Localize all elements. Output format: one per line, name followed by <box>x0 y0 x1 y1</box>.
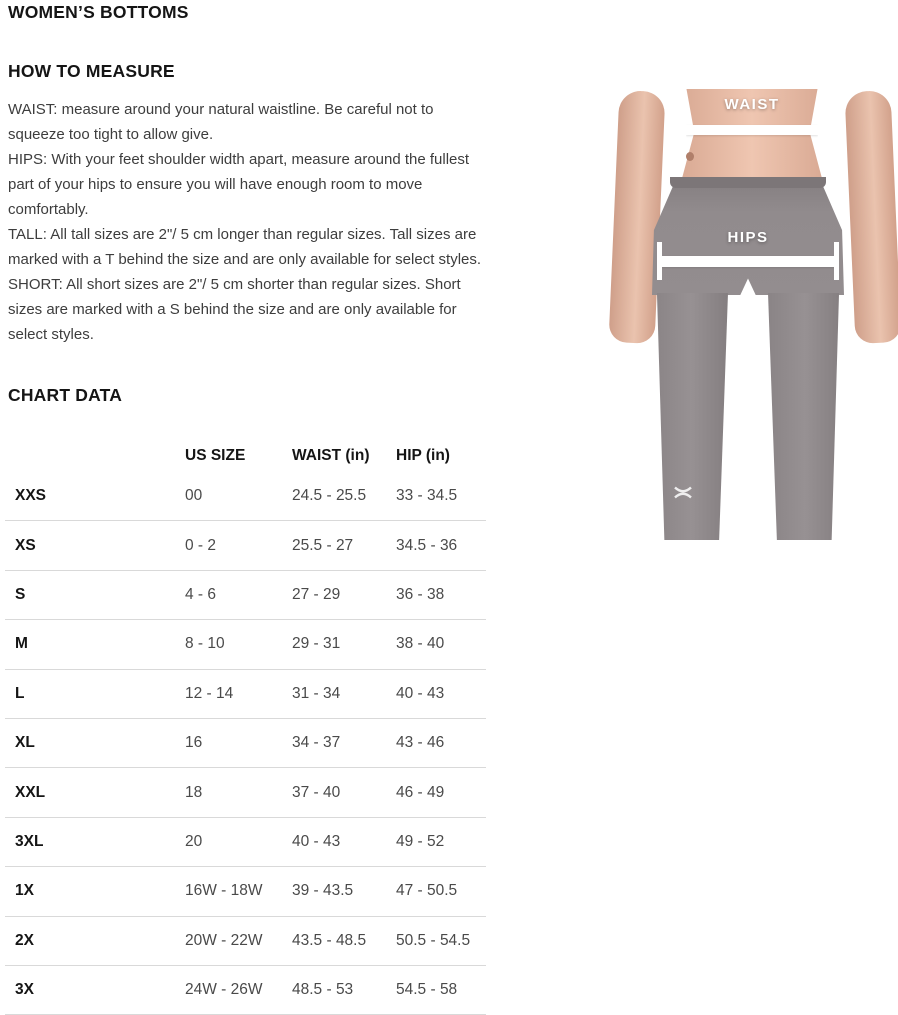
table-row <box>5 719 486 768</box>
table-row <box>5 966 486 1015</box>
table-cell-size: 3XL <box>15 832 44 850</box>
table-cell-hip: 33 - 34.5 <box>396 487 458 505</box>
table-cell-hip: 40 - 43 <box>396 684 445 702</box>
table-cell-size: XL <box>15 734 35 752</box>
header-cell-waist: WAIST (in) <box>292 447 370 464</box>
figure-right-leg <box>768 293 842 540</box>
table-cell-size: M <box>15 635 28 653</box>
hips-bar-left-cap <box>657 242 662 280</box>
waist-measure-label: WAIST <box>724 96 780 113</box>
measurement-photo <box>612 85 898 540</box>
table-row <box>5 867 486 916</box>
table-cell-waist: 27 - 29 <box>292 585 341 603</box>
table-cell-waist: 37 - 40 <box>292 783 341 801</box>
figure-leggings-waistband <box>670 177 826 188</box>
table-cell-waist: 40 - 43 <box>292 832 341 850</box>
table-cell-hip: 38 - 40 <box>396 635 445 653</box>
table-cell-waist: 31 - 34 <box>292 684 341 702</box>
table-cell-us-size: 12 - 14 <box>185 684 234 702</box>
header-cell-hip: HIP (in) <box>396 447 450 464</box>
table-cell-waist: 25.5 - 27 <box>292 536 354 554</box>
page-title: WOMEN’S BOTTOMS <box>8 2 189 22</box>
table-cell-hip: 36 - 38 <box>396 585 445 603</box>
table-cell-size: XS <box>15 536 36 554</box>
table-cell-size: 1X <box>15 882 34 900</box>
table-cell-us-size: 00 <box>185 487 203 505</box>
table-cell-us-size: 8 - 10 <box>185 635 225 653</box>
table-cell-hip: 43 - 46 <box>396 734 445 752</box>
table-cell-size: 2X <box>15 931 34 949</box>
waist-bar-right-cap <box>818 111 823 149</box>
table-cell-size: XXL <box>15 783 46 801</box>
table-cell-hip: 50.5 - 54.5 <box>396 931 471 949</box>
table-row <box>5 670 486 719</box>
hips-instructions: HIPS: With your feet shoulder width apart, measure around the fullest part of your hips to ensure you will have enough room to move comfortably. <box>8 151 470 218</box>
table-cell-us-size: 0 - 2 <box>185 536 217 554</box>
table-cell-size: S <box>15 585 26 603</box>
table-row <box>5 818 486 867</box>
short-instructions: SHORT: All short sizes are 2"/ 5 cm shorter than regular sizes. Short sizes are marked with a S behind the size and are only available for select styles. <box>8 276 461 343</box>
size-table-header <box>5 440 486 472</box>
figure-left-leg <box>654 293 728 540</box>
table-cell-hip: 49 - 52 <box>396 832 445 850</box>
table-cell-waist: 39 - 43.5 <box>292 882 354 900</box>
figure-navel <box>686 152 694 161</box>
waist-bar-left-cap <box>681 111 686 149</box>
figure-right-arm <box>845 90 898 344</box>
table-row <box>5 472 486 521</box>
table-cell-waist: 24.5 - 25.5 <box>292 487 367 505</box>
table-cell-waist: 48.5 - 53 <box>292 981 354 999</box>
waist-instructions: WAIST: measure around your natural waistline. Be careful not to squeeze too tight to allow give. <box>8 101 434 143</box>
table-cell-us-size: 20 <box>185 832 203 850</box>
chart-data-heading: CHART DATA <box>8 385 123 405</box>
table-cell-us-size: 16 <box>185 734 203 752</box>
figure-left-arm <box>609 90 666 344</box>
table-cell-hip: 34.5 - 36 <box>396 536 458 554</box>
table-row <box>5 917 486 966</box>
table-cell-hip: 46 - 49 <box>396 783 445 801</box>
measure-instructions <box>8 97 494 347</box>
table-cell-waist: 43.5 - 48.5 <box>292 931 367 949</box>
table-cell-size: L <box>15 684 25 702</box>
hips-bar-right-cap <box>834 242 839 280</box>
table-row <box>5 620 486 669</box>
under-armour-logo-icon <box>674 486 692 499</box>
hips-measure-bar <box>662 256 834 267</box>
table-row <box>5 571 486 620</box>
how-to-measure-heading: HOW TO MEASURE <box>8 61 175 81</box>
table-row <box>5 521 486 570</box>
table-cell-waist: 29 - 31 <box>292 635 341 653</box>
table-cell-hip: 47 - 50.5 <box>396 882 458 900</box>
table-cell-hip: 54.5 - 58 <box>396 981 458 999</box>
table-cell-size: XXS <box>15 487 47 505</box>
table-cell-size: 3X <box>15 981 34 999</box>
hips-measure-label: HIPS <box>727 229 769 246</box>
waist-measure-bar <box>686 125 818 135</box>
table-cell-us-size: 16W - 18W <box>185 882 263 900</box>
table-cell-us-size: 24W - 26W <box>185 981 263 999</box>
table-cell-waist: 34 - 37 <box>292 734 341 752</box>
table-cell-us-size: 4 - 6 <box>185 585 217 603</box>
header-cell-us-size: US SIZE <box>185 447 246 464</box>
table-cell-us-size: 20W - 22W <box>185 931 263 949</box>
tall-instructions: TALL: All tall sizes are 2"/ 5 cm longer than regular sizes. Tall sizes are marked with a T behind the size and are only available for select styles. <box>8 226 482 268</box>
size-table-body <box>5 472 486 1015</box>
size-chart-table <box>5 440 486 1015</box>
table-row <box>5 768 486 817</box>
table-cell-us-size: 18 <box>185 783 203 801</box>
